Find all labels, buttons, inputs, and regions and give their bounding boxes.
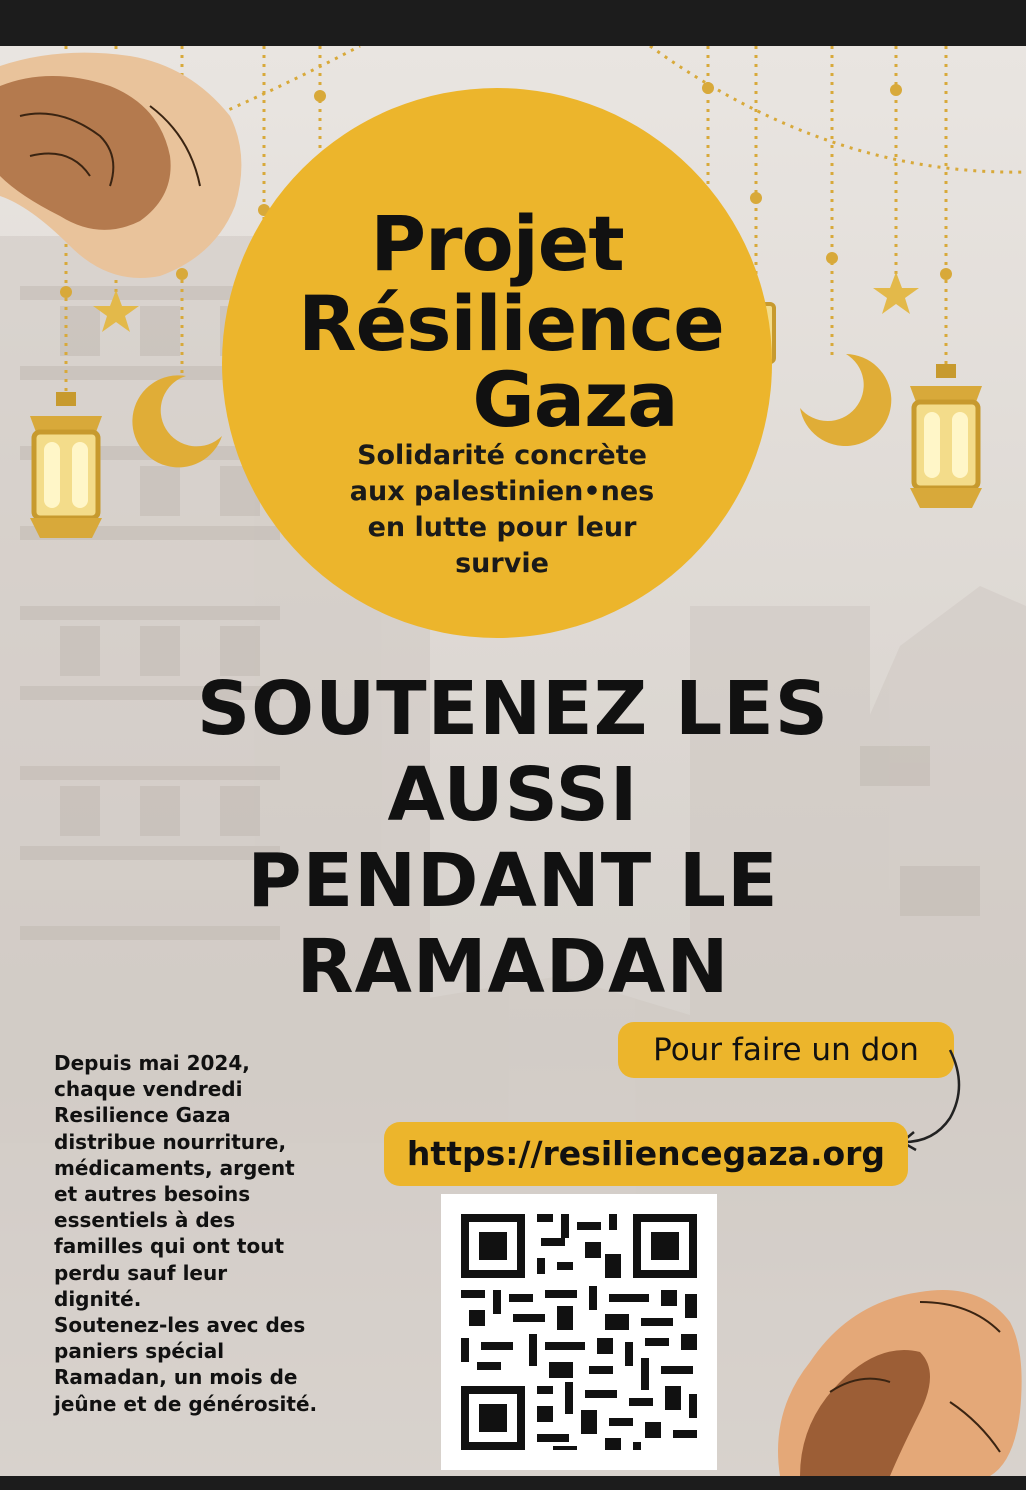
headline-line: PENDANT LE [247, 838, 779, 924]
headline-line: RAMADAN [296, 924, 730, 1010]
headline [0, 666, 1026, 1010]
subtitle-line: aux palestinien•nes [349, 476, 655, 507]
description-line: familles qui ont tout [54, 1234, 285, 1259]
description-line: Ramadan, un mois de [54, 1365, 298, 1390]
poster [0, 46, 1026, 1476]
title-line-2: Résilience [298, 279, 724, 368]
description-line: distribue nourriture, [54, 1129, 287, 1154]
description-text [54, 1050, 384, 1417]
title-line-1: Projet [370, 199, 624, 288]
subtitle-line: Solidarité concrète [357, 440, 647, 471]
donation-url-link[interactable]: https://resiliencegaza.org [384, 1122, 908, 1186]
title-line-3: Gaza [472, 355, 678, 444]
headline-line: SOUTENEZ LES [196, 666, 830, 752]
description-line: médicaments, argent [54, 1155, 295, 1180]
donate-label: Pour faire un don [618, 1022, 954, 1078]
description-line: et autres besoins [54, 1182, 251, 1207]
description-line: Soutenez-les avec des [54, 1313, 306, 1338]
headline-line: AUSSI [387, 752, 639, 838]
qr-code-icon [441, 1194, 717, 1470]
bottom-bar [0, 1476, 1026, 1490]
subtitle-line: en lutte pour leur [367, 512, 637, 543]
hands-icon [770, 1262, 1026, 1476]
description-line: paniers spécial [54, 1339, 225, 1364]
subtitle [282, 438, 722, 582]
subtitle-line: survie [455, 548, 549, 579]
description-line: Resilience Gaza [54, 1103, 231, 1128]
qr-code[interactable] [441, 1194, 717, 1470]
description-line: jeûne et de générosité. [54, 1391, 318, 1416]
description-line: essentiels à des [54, 1208, 236, 1233]
description-line: perdu sauf leur [54, 1260, 228, 1285]
hands-icon [0, 46, 250, 286]
description-line: chaque vendredi [54, 1077, 243, 1102]
description-line: Depuis mai 2024, [54, 1051, 250, 1075]
description-line: dignité. [54, 1286, 142, 1311]
